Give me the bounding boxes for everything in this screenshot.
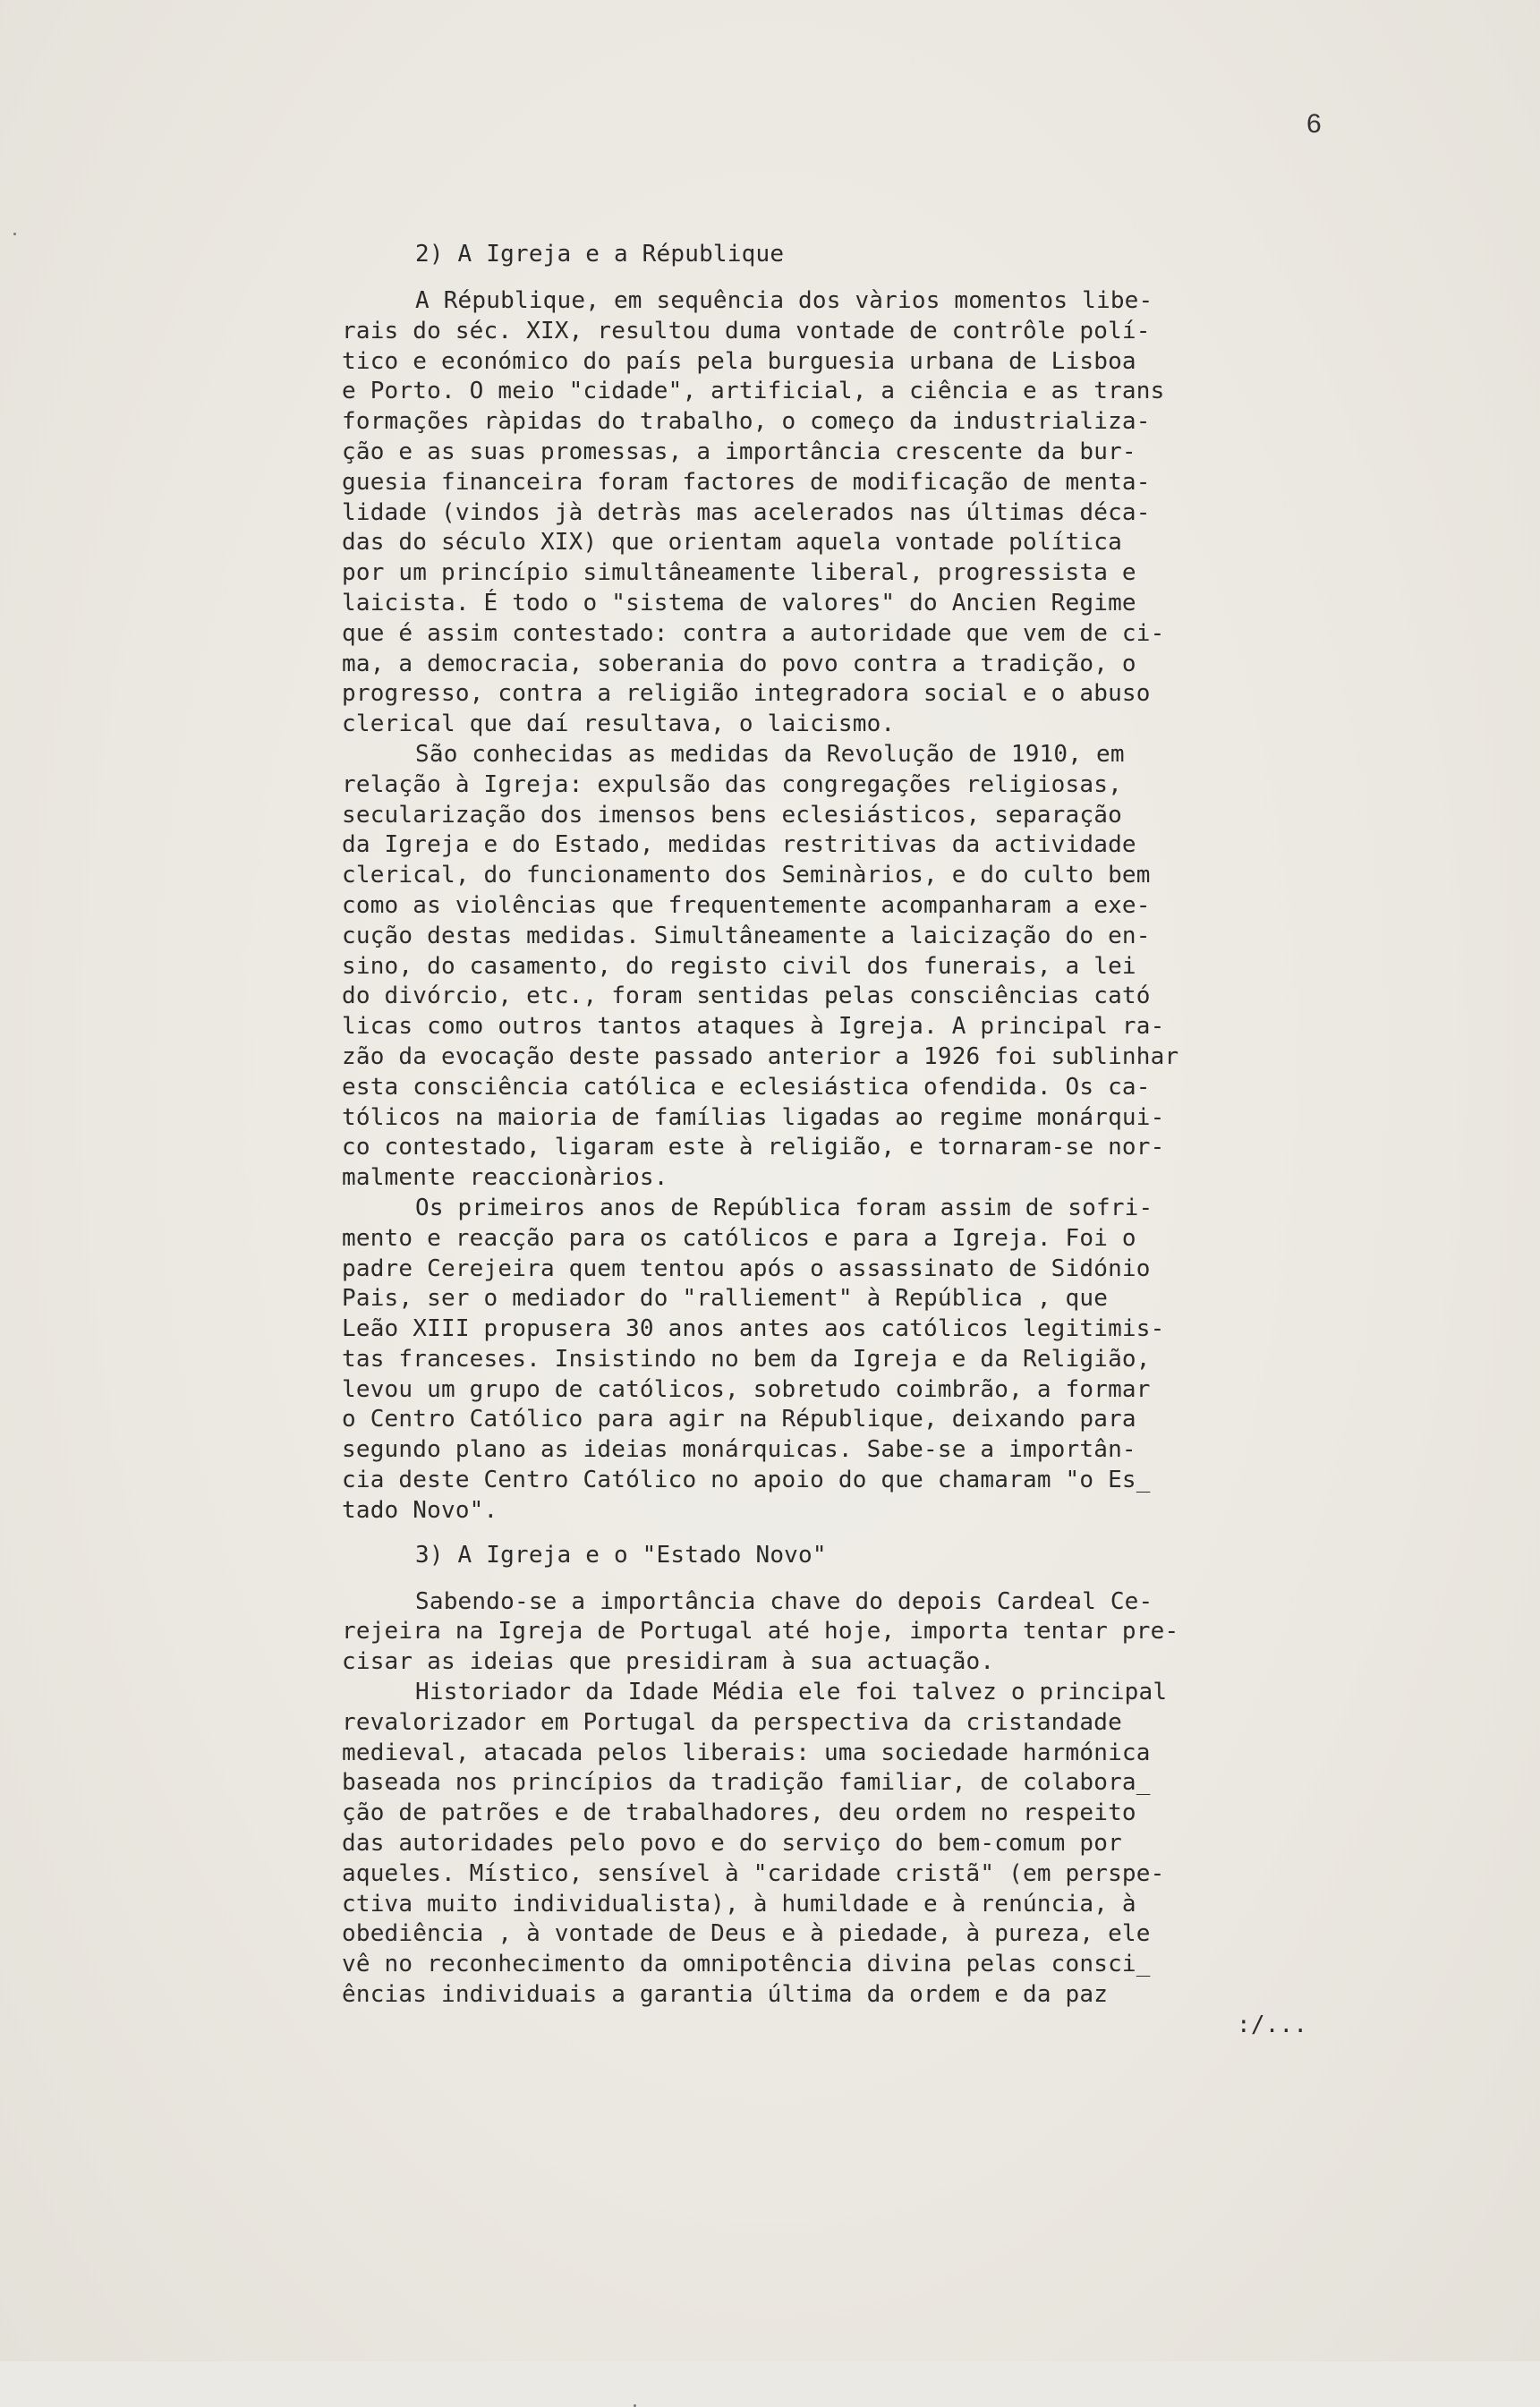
text-line: ção de patrões e de trabalhadores, deu ordem no respeito xyxy=(342,1799,1136,1827)
text-line: do divórcio, etc., foram sentidas pelas consciências cató xyxy=(342,982,1151,1010)
text-line: ção e as suas promessas, a importância crescente da bur- xyxy=(342,438,1136,465)
text-line: secularização dos imensos bens eclesiásticos, separação xyxy=(342,801,1122,829)
text-line: das do século XIX) que orientam aquela vontade política xyxy=(342,529,1122,557)
text-line: cisar as ideias que presidiram à sua actuação. xyxy=(342,1648,995,1676)
text-line: da Igreja e do Estado, medidas restritivas da actividade xyxy=(342,831,1136,859)
text-line: zão da evocação deste passado anterior a 1926 foi sublinhar xyxy=(342,1042,1179,1070)
text-line: clerical que daí resultava, o laicismo. xyxy=(342,710,896,738)
text-line: Leão XIII propusera 30 anos antes aos católicos legitimis- xyxy=(342,1315,1165,1343)
text-line: Os primeiros anos de República foram assim de sofri- xyxy=(415,1194,1153,1221)
text-line: tas franceses. Insistindo no bem da Igreja e da Religião, xyxy=(342,1345,1151,1373)
text-line: tico e económico do país pela burguesia urbana de Lisboa xyxy=(342,347,1136,375)
continuation-mark: :/... xyxy=(1237,2011,1308,2038)
text-line: clerical, do funcionamento dos Seminàrios, e do culto bem xyxy=(342,862,1151,889)
text-line: Pais, ser o mediador do "ralliement" à República , que xyxy=(342,1285,1109,1313)
text-line: ctiva muito individualista), à humildade e à renúncia, à xyxy=(342,1890,1136,1918)
text-line: como as violências que frequentemente acompanharam a exe- xyxy=(342,891,1151,919)
text-line: licas como outros tantos ataques à Igreja. A principal ra- xyxy=(342,1013,1165,1041)
text-line: o Centro Católico para agir na République, deixando para xyxy=(342,1406,1136,1433)
section-2-body xyxy=(342,286,1353,1527)
text-line: guesia financeira foram factores de modificação de menta- xyxy=(342,468,1151,496)
text-line: levou um grupo de católicos, sobretudo coimbrão, a formar xyxy=(342,1375,1151,1403)
text-line: ma, a democracia, soberania do povo contra a tradição, o xyxy=(342,650,1136,677)
text-line: revalorizador em Portugal da perspectiva da cristandade xyxy=(342,1708,1122,1736)
text-line: mento e reacção para os católicos e para a Igreja. Foi o xyxy=(342,1224,1136,1252)
text-line: cução destas medidas. Simultâneamente a laicização do en- xyxy=(342,922,1151,949)
text-line: segundo plano as ideias monárquicas. Sabe-se a importân- xyxy=(342,1436,1136,1464)
text-line: A République, em sequência dos vàrios momentos libe- xyxy=(415,287,1153,314)
section-3-body xyxy=(342,1587,1353,2011)
text-line: formações ràpidas do trabalho, o começo da industrializa- xyxy=(342,408,1151,436)
text-line: tólicos na maioria de famílias ligadas ao regime monárqui- xyxy=(342,1103,1165,1131)
text-line: Sabendo-se a importância chave do depois Cardeal Ce- xyxy=(415,1587,1153,1615)
text-line: por um princípio simultâneamente liberal, progressista e xyxy=(342,559,1136,587)
text-line: São conhecidas as medidas da Revolução de 1910, em xyxy=(415,740,1125,768)
text-line: malmente reaccionàrios. xyxy=(342,1164,668,1192)
text-line: lidade (vindos jà detràs mas acelerados nas últimas déca- xyxy=(342,498,1151,526)
text-line: padre Cerejeira quem tentou após o assassinato de Sidónio xyxy=(342,1255,1151,1282)
text-line: laicista. É todo o "sistema de valores" do Ancien Regime xyxy=(342,589,1136,617)
text-line: baseada nos princípios da tradição familiar, de colabora_ xyxy=(342,1769,1151,1797)
text-line: cia deste Centro Católico no apoio do que chamaram "o Es_ xyxy=(342,1467,1151,1494)
paper-speck xyxy=(13,233,16,235)
text-line: sino, do casamento, do registo civil dos funerais, a lei xyxy=(342,952,1136,980)
text-line: rejeira na Igreja de Portugal até hoje, importa tentar pre- xyxy=(342,1618,1179,1646)
text-line: rais do séc. XIX, resultou duma vontade de contrôle polí- xyxy=(342,317,1151,344)
text-line: das autoridades pelo povo e do serviço do bem-comum por xyxy=(342,1830,1122,1858)
text-line: ências individuais a garantia última da ordem e da paz xyxy=(342,1981,1109,2009)
text-line: relação à Igreja: expulsão das congregações religiosas, xyxy=(342,770,1122,798)
document-body xyxy=(342,240,1353,2041)
text-line: tado Novo". xyxy=(342,1496,498,1524)
text-line: Historiador da Idade Média ele foi talvez o principal xyxy=(415,1679,1168,1706)
text-line: esta consciência católica e eclesiástica ofendida. Os ca- xyxy=(342,1073,1151,1101)
text-line: que é assim contestado: contra a autoridade que vem de ci- xyxy=(342,619,1165,647)
text-line: e Porto. O meio "cidade", artificial, a ciência e as trans xyxy=(342,378,1165,405)
text-line: co contestado, ligaram este à religião, e tornaram-se nor- xyxy=(342,1134,1165,1161)
text-line: obediência , à vontade de Deus e à piedade, à pureza, ele xyxy=(342,1920,1151,1948)
text-line: vê no reconhecimento da omnipotência divina pelas consci_ xyxy=(342,1951,1151,1978)
section-heading: 3) A Igreja e o "Estado Novo" xyxy=(415,1541,827,1569)
page-number: 6 xyxy=(1306,109,1322,139)
section-heading: 2) A Igreja e a République xyxy=(415,241,785,268)
text-line: progresso, contra a religião integradora social e o abuso xyxy=(342,680,1151,708)
text-line: aqueles. Místico, sensível à "caridade cristã" (em perspe- xyxy=(342,1859,1165,1887)
text-line: medieval, atacada pelos liberais: uma sociedade harmónica xyxy=(342,1739,1151,1766)
